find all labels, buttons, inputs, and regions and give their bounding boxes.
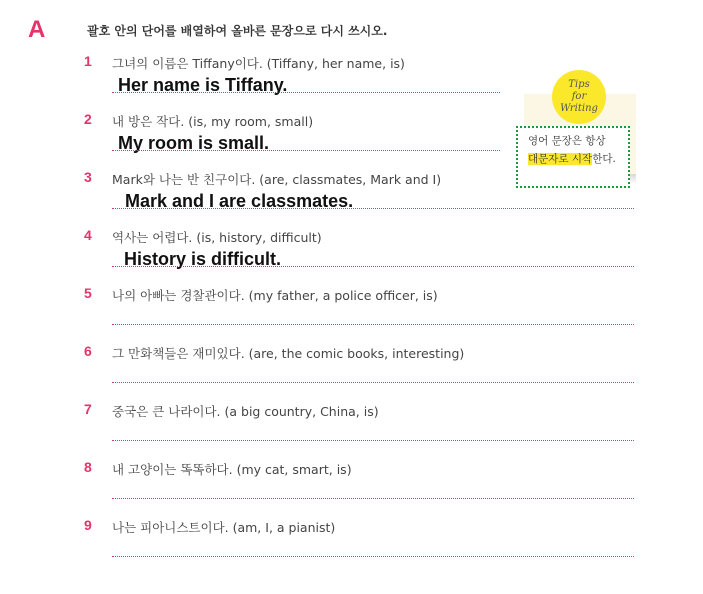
tips-badge-line: Tips bbox=[568, 79, 590, 90]
item-prompt: 나의 아빠는 경찰관이다. (my father, a police officer, is) bbox=[112, 288, 438, 303]
tips-text-line: 영어 문장은 항상 bbox=[528, 135, 606, 147]
item-number: 9 bbox=[84, 517, 92, 533]
item-number: 4 bbox=[84, 227, 92, 243]
tips-text-line-2 bbox=[528, 150, 616, 168]
item-number: 3 bbox=[84, 169, 92, 185]
item-answer[interactable]: History is difficult. bbox=[124, 249, 282, 269]
answer-line bbox=[112, 556, 634, 557]
answer-line bbox=[112, 498, 634, 499]
exercise-item-9 bbox=[0, 517, 703, 575]
item-prompt: 나는 피아니스트이다. (am, I, a pianist) bbox=[112, 520, 336, 535]
exercise-item-7 bbox=[0, 401, 703, 459]
tips-badge-line: Writing bbox=[560, 103, 598, 114]
item-number: 2 bbox=[84, 111, 92, 127]
answer-line bbox=[112, 440, 634, 441]
item-prompt: 내 방은 작다. (is, my room, small) bbox=[112, 114, 314, 129]
exercise-item-6 bbox=[0, 343, 703, 401]
tips-text-suffix: 한다. bbox=[592, 153, 616, 165]
exercise-item-5 bbox=[0, 285, 703, 343]
answer-line bbox=[112, 92, 500, 93]
answer-line bbox=[112, 266, 634, 267]
tips-for-writing-callout bbox=[514, 70, 636, 188]
item-prompt: 내 고양이는 똑똑하다. (my cat, smart, is) bbox=[112, 462, 352, 477]
item-number: 8 bbox=[84, 459, 92, 475]
exercise-item-4 bbox=[0, 227, 703, 285]
instruction-text: 괄호 안의 단어를 배열하여 올바른 문장으로 다시 쓰시오. bbox=[87, 24, 388, 38]
tips-badge bbox=[552, 70, 606, 124]
item-prompt: Mark와 나는 반 친구이다. (are, classmates, Mark and I) bbox=[112, 172, 442, 187]
answer-line bbox=[112, 150, 500, 151]
item-number: 6 bbox=[84, 343, 92, 359]
item-answer[interactable]: My room is small. bbox=[118, 133, 270, 153]
answer-line bbox=[112, 208, 634, 209]
tips-text bbox=[528, 132, 616, 168]
tips-badge-line: for bbox=[571, 91, 587, 102]
section-letter: A bbox=[28, 16, 46, 43]
answer-line bbox=[112, 324, 634, 325]
item-answer[interactable]: Mark and I are classmates. bbox=[125, 191, 354, 211]
item-number: 7 bbox=[84, 401, 92, 417]
item-number: 1 bbox=[84, 53, 92, 69]
item-number: 5 bbox=[84, 285, 92, 301]
item-prompt: 중국은 큰 나라이다. (a big country, China, is) bbox=[112, 404, 379, 419]
exercise-item-8 bbox=[0, 459, 703, 517]
item-answer[interactable]: Her name is Tiffany. bbox=[118, 75, 288, 95]
answer-line bbox=[112, 382, 634, 383]
item-prompt: 그녀의 이름은 Tiffany이다. (Tiffany, her name, is) bbox=[112, 56, 405, 71]
item-prompt: 역사는 어렵다. (is, history, difficult) bbox=[112, 230, 322, 245]
tips-highlight: 대문자로 시작 bbox=[528, 153, 593, 165]
item-prompt: 그 만화책들은 재미있다. (are, the comic books, interesting) bbox=[112, 346, 465, 361]
